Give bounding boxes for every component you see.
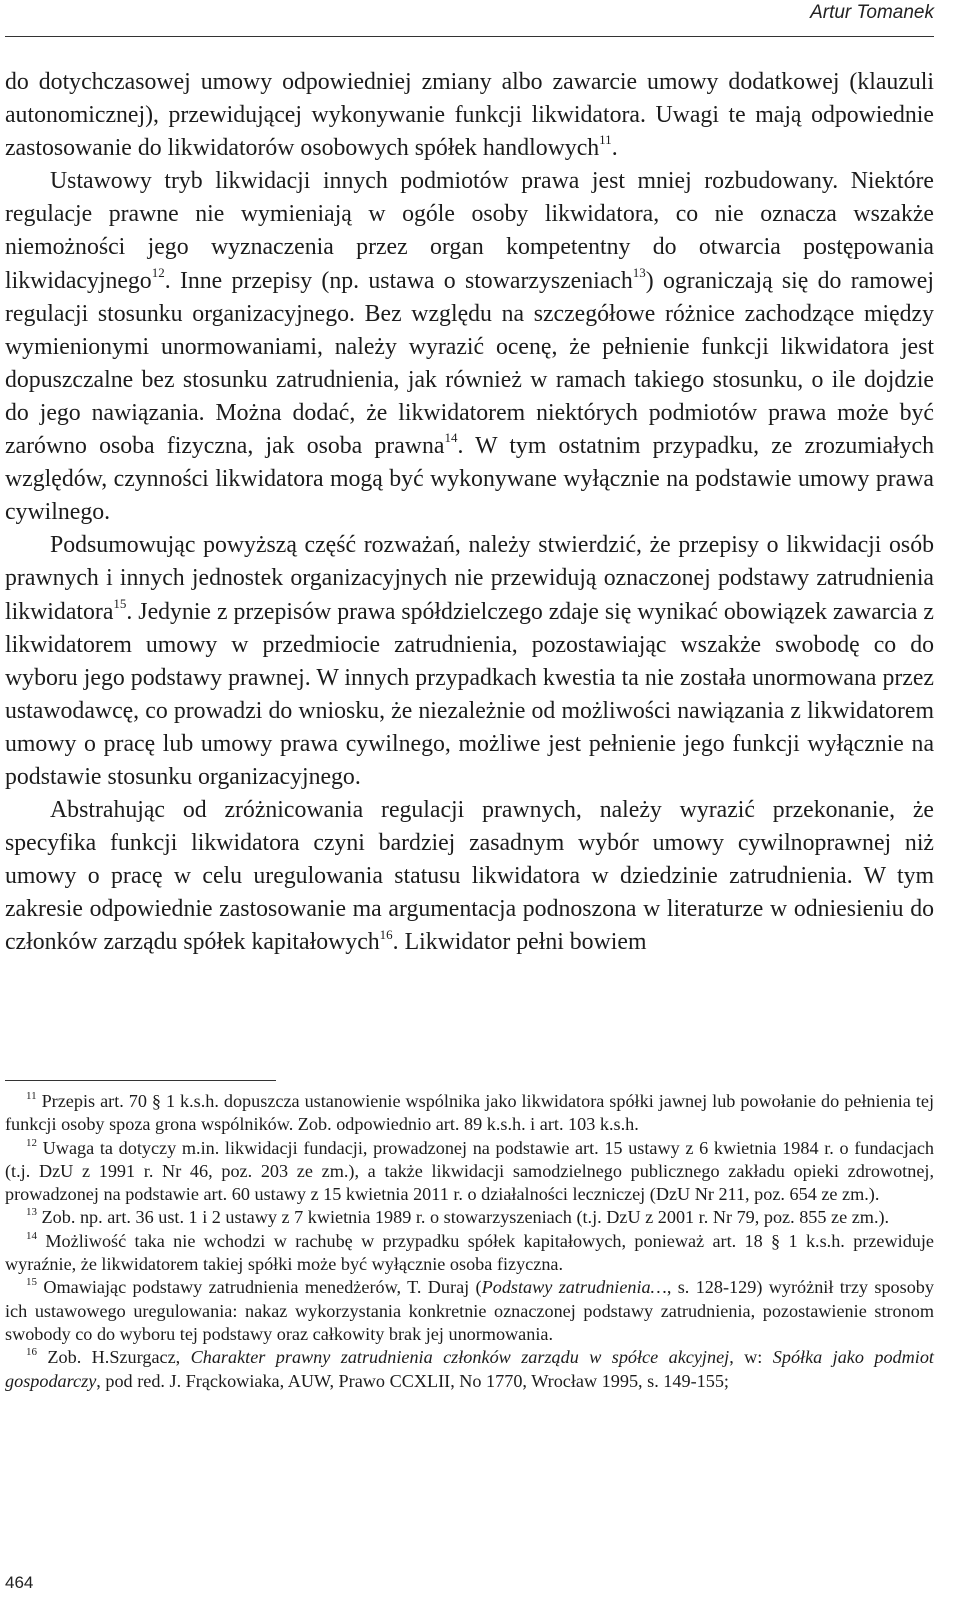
footnote-number: 13 [26,1206,37,1219]
body-text [5,66,934,960]
footnote-number: 12 [26,1136,37,1149]
footnote-separator [5,1080,276,1081]
paragraph-1: do dotychczasowej umowy odpowiedniej zmiany albo zawarcie umowy dodatkowej (klauzuli autonomicznej), przewidującej wykonywanie funkcji likwidatora. Uwagi te mają odpowiednie zastosowanie do likwidatorów osobowych spółek handlowych$^{11}$. [5,69,934,162]
paragraph-3: Podsumowując powyższą część rozważań, należy stwierdzić, że przepisy o likwidacji osób prawnych i innych jednostek organizacyjnych nie przewidują oznaczonej podstawy zatrudnienia likwidatora$^{15}$. Jedynie z przepisów prawa spółdzielczego zdaje się wynikać obowiązek zawarcia z likwidatorem umowy w przedmiocie zatrudnienia, pozostawiając wszakże swobodę co do wyboru jego podstawy prawnej. W innych przypadkach kwestia ta nie została unormowana przez ustawodawcę, co prowadzi do wniosku, że niezależnie od możliwości nawiązania z likwidatorem umowy o pracę lub umowy prawa cywilnego, możliwe jest pełnienie jego funkcji wyłącznie na podstawie stosunku organizacyjnego. [5,532,934,790]
footnote-15: $^{15}$ Omawiając podstawy zatrudnienia menedżerów, T. Duraj (Podstawy zatrudnienia…, s. 128-129) wyróżnił trzy sposoby ich ustawowego uregulowania: nakaz wykorzystania konkretnie oznaczonej podstawy zatrudnienia, pozostawienie stronom swobody co do wyboru tej podstawy oraz całkowity brak jej unormowania. [5,1276,934,1344]
header-author: Artur Tomanek [810,2,934,23]
footnote-ref-13[interactable]: 13 [632,264,646,280]
footnote-13: $^{13}$ Zob. np. art. 36 ust. 1 i 2 ustawy z 7 kwietnia 1989 r. o stowarzyszeniach (t.j. DzU z 2001 r. Nr 79, poz. 855 ze zm.). [26,1206,890,1228]
paragraph-4: Abstrahując od zróżnicowania regulacji prawnych, należy wyrazić przekonanie, że specyfika funkcji likwidatora czyni bardziej zasadnym wybór umowy cywilnoprawnej niż umowy o pracę w celu uregulowania statusu likwidatora w dziedzinie zatrudnienia. W tym zakresie odpowiednie zastosowanie ma argumentacja podnoszona w literaturze w odniesieniu do członków zarządu spółek kapitałowych$^{16}$. Likwidator pełni bowiem [5,797,934,956]
footnote-14: $^{14}$ Możliwość taka nie wchodzi w rachubę w przypadku spółek kapitałowych, ponieważ art. 18 § 1 k.s.h. przewiduje wyraźnie, że likwidatorem takiej spółki może być wyłącznie osoba fizyczna. [5,1229,935,1275]
cited-title: Charakter prawny zatrudnienia członków zarządu w spółce akcyjnej [190,1347,730,1368]
cited-title: Podstawy zatrudnienia… [481,1277,667,1298]
footnote-number: 11 [26,1089,37,1102]
footnote-ref-15[interactable]: 15 [113,595,127,611]
header-rule [5,36,934,37]
footnotes [5,1090,934,1393]
footnote-number: 16 [26,1346,37,1359]
page-number: 464 [5,1573,34,1592]
footnote-11: $^{11}$ Przepis art. 70 § 1 k.s.h. dopuszcza ustanowienie wspólnika jako likwidatora spółki jawnej lub powołanie do pełnienia tej funkcji osoby spoza grona wspólników. Zob. odpowiednio art. 89 k.s.h. i art. 103 k.s.h. [5,1089,935,1135]
footnote-number: 14 [26,1229,37,1242]
footnote-12: $^{12}$ Uwaga ta dotyczy m.in. likwidacji fundacji, prowadzonej na podstawie art. 15 ustawy z 6 kwietnia 1984 r. o fundacjach (t.j. DzU z 1991 r. Nr 46, poz. 203 ze zm.), a także likwidacji samodzielnego publicznego zakładu opieki zdrowotnej, prowadzonej na podstawie art. 60 ustawy z 15 kwietnia 2011 r. o działalności leczniczej (DzU Nr 211, poz. 654 ze zm.). [5,1136,934,1205]
paragraph-2: Ustawowy tryb likwidacji innych podmiotów prawa jest mniej rozbudowany. Niektóre regulacje prawne nie wymieniają w ogóle osoby likwidatora, co nie oznacza wszakże niemożności jego wyznaczenia przez organ kompetentny do otwarcia postępowania likwidacyjnego$^{12}$. Inne przepisy (np. ustawa o stowarzyszeniach$^{13}$) ograniczają się do ramowej regulacji stosunku organizacyjnego. Bez względu na szczegółowe różnice zachodzące między wymienionymi unormowaniami, należy wyrazić ocenę, że pełnienie funkcji likwidatora jest dopuszczalne bez stosunku zatrudnienia, jak również w ramach takiego stosunku, o ile dojdzie do jego nawiązania. Można dodać, że likwidatorem niektórych podmiotów prawa może być zarówno osoba fizyczna, jak osoba prawna$^{14}$. W tym ostatnim przypadku, ze zrozumiałych względów, czynności likwidatora mogą być wykonywane wyłącznie na podstawie umowy prawa cywilnego. [5,168,934,526]
footnote-ref-12[interactable]: 12 [151,264,165,280]
footnote-number: 15 [26,1276,37,1289]
footnote-ref-16[interactable]: 16 [379,926,393,942]
footnote-ref-14[interactable]: 14 [444,430,458,446]
cited-book-title: Spółka jako podmiot gospodarczy [5,1347,934,1391]
running-header [0,0,934,34]
footnote-ref-11[interactable]: 11 [599,132,612,148]
footnote-16: $^{16}$ Zob. H.Szurgacz, Charakter prawny zatrudnienia członków zarządu w spółce akcyjnej, w: Spółka jako podmiot gospodarczy, pod red. J. Frąckowiaka, AUW, Prawo CCXLII, No 1770, Wrocław 1995, s. 149-155; [5,1346,934,1391]
